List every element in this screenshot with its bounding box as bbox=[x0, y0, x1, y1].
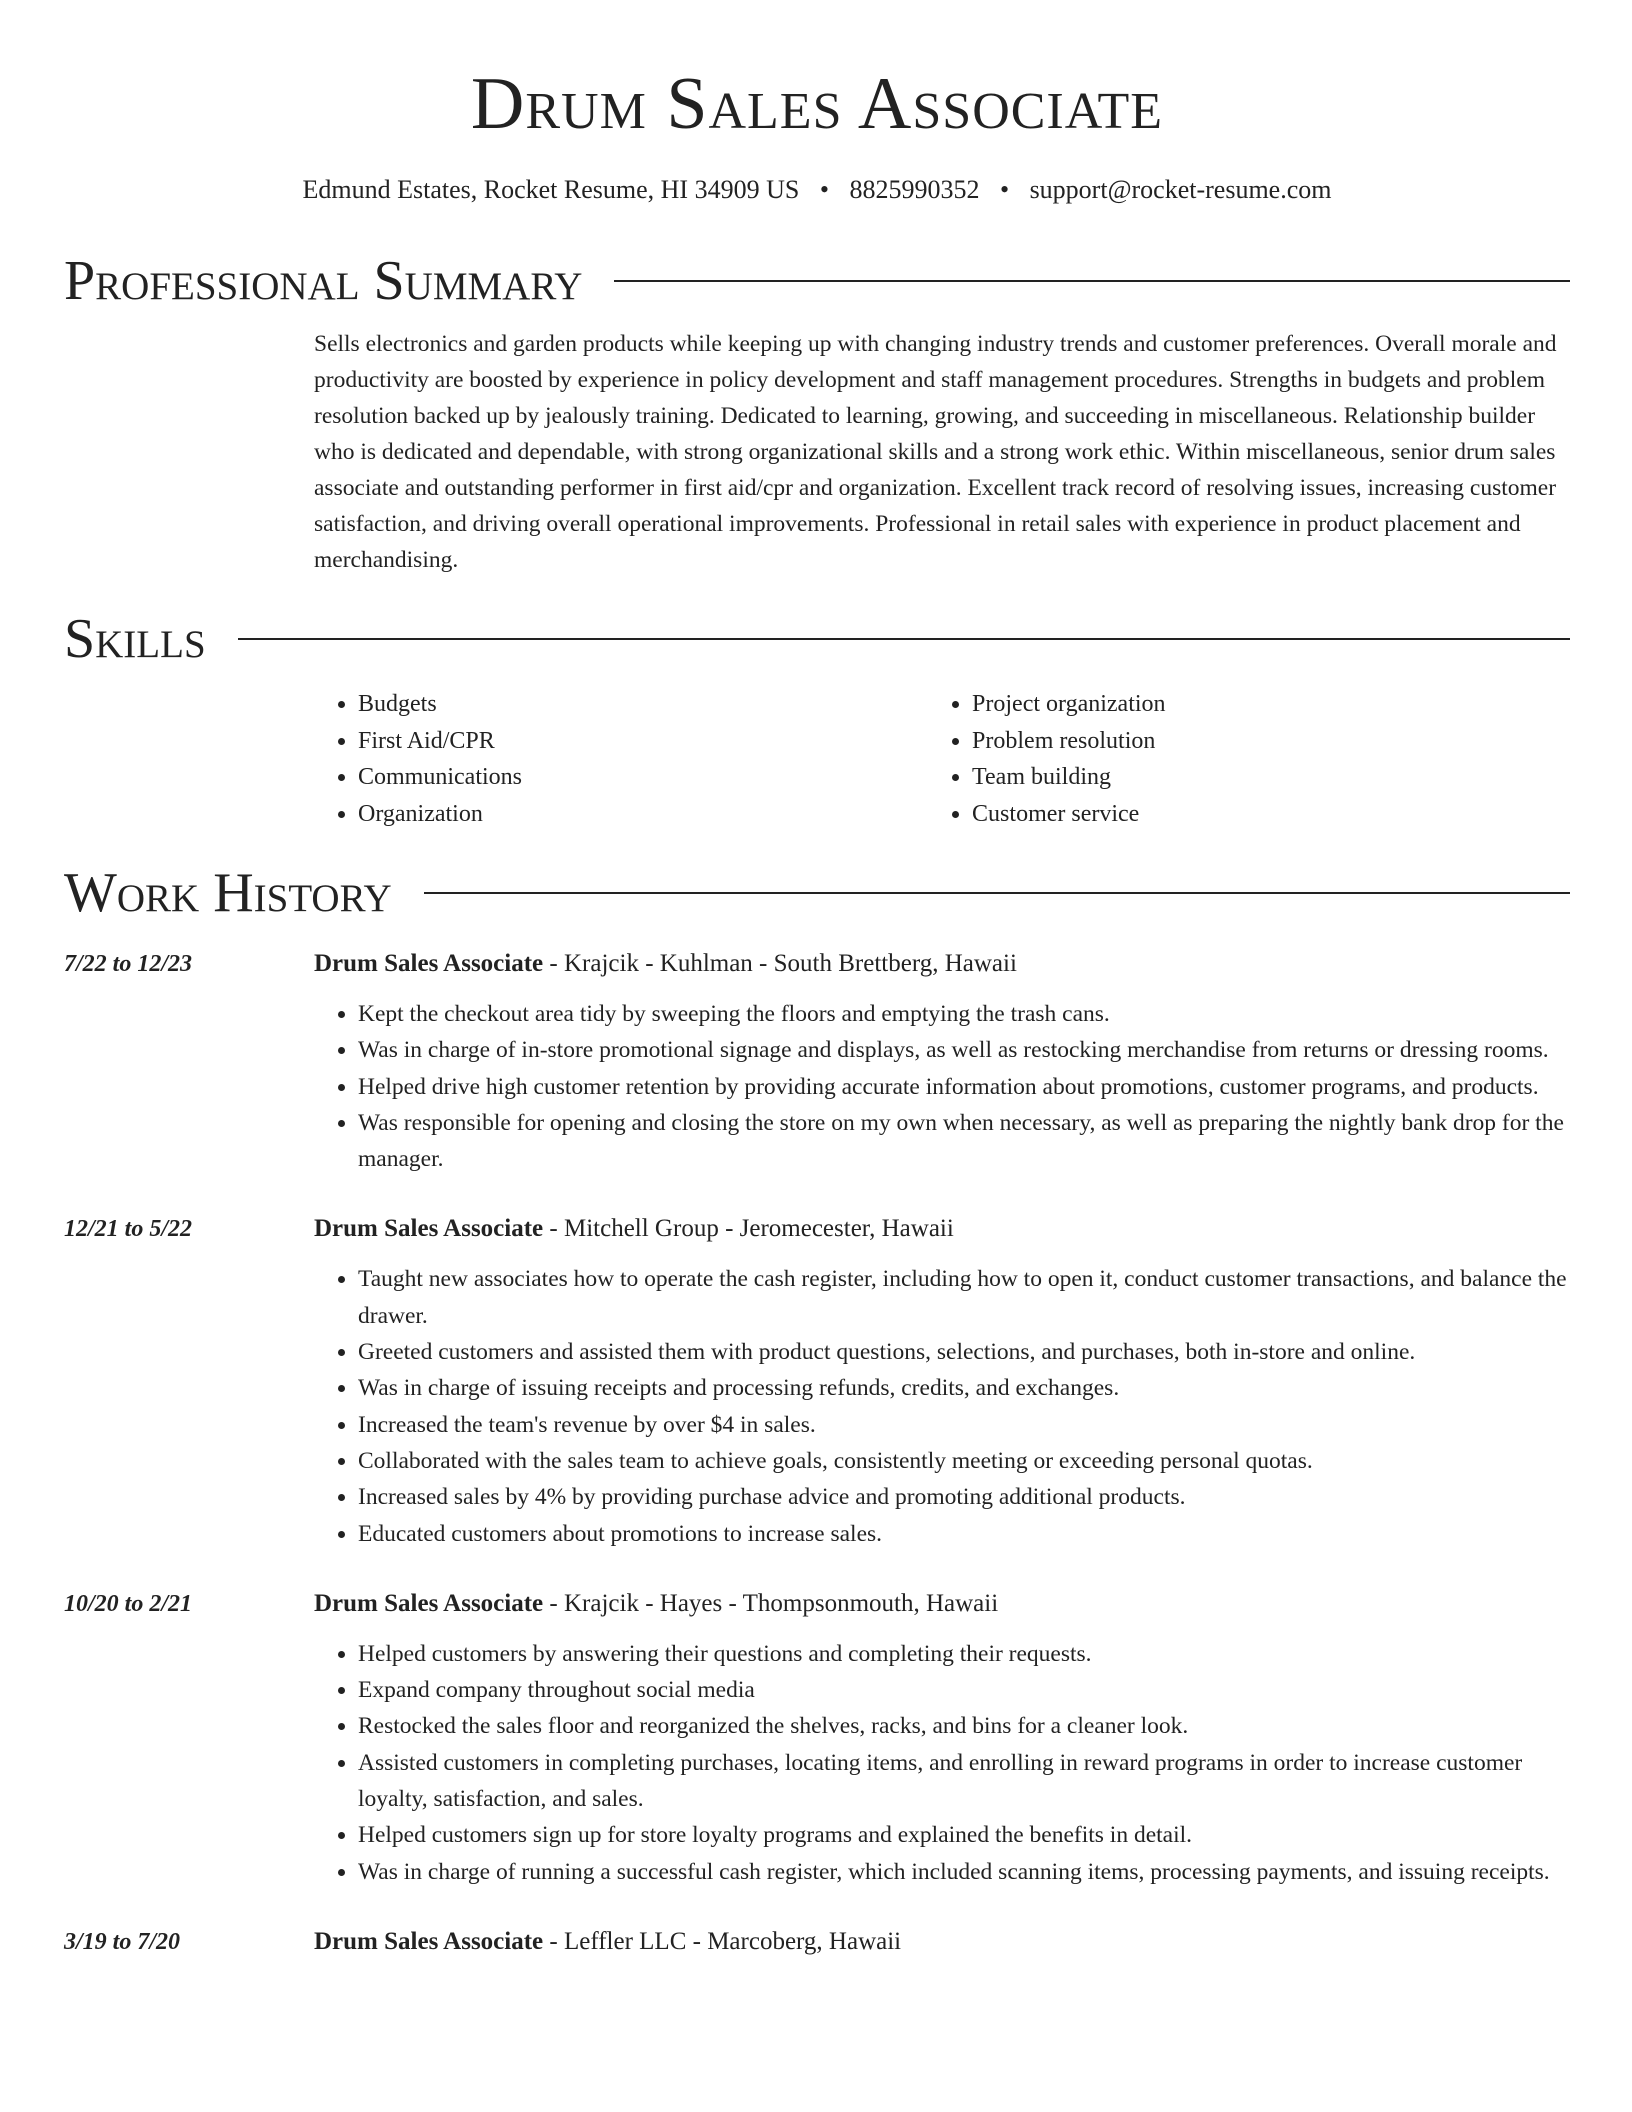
job-bullets bbox=[314, 996, 1570, 1177]
job-title: Drum Sales Associate bbox=[314, 950, 544, 977]
skill-item: • Customer service bbox=[972, 796, 1570, 833]
work-heading: Work History bbox=[64, 862, 392, 924]
skill-item: • Organization bbox=[358, 796, 928, 833]
job-dates: 3/19 to 7/20 bbox=[64, 1928, 181, 1955]
skill-item: • First Aid/CPR bbox=[358, 723, 928, 760]
skill-item: • Budgets bbox=[358, 686, 928, 723]
job-company: - Krajcik - Kuhlman - South Brettberg, Hawaii bbox=[543, 950, 1017, 977]
job-bullet: • Was in charge of in-store promotional signage and displays, as well as restocking merchandise from returns or dressing rooms. bbox=[358, 1032, 1570, 1068]
job-bullet: • Kept the checkout area tidy by sweeping the floors and emptying the trash cans. bbox=[358, 996, 1570, 1032]
job-bullet: • Assisted customers in completing purchases, locating items, and enrolling in reward programs in order to increase customer loyalty, satisfaction, and sales. bbox=[358, 1745, 1570, 1818]
job-title: Drum Sales Associate bbox=[314, 1927, 544, 1955]
job-bullet: • Restocked the sales floor and reorganized the shelves, racks, and bins for a cleaner look. bbox=[358, 1708, 1570, 1744]
job-company: - Leffler LLC - Marcoberg, Hawaii bbox=[543, 1927, 902, 1955]
job-title-line bbox=[314, 1211, 1570, 1247]
section-divider bbox=[424, 892, 1570, 894]
job-title-line bbox=[314, 1586, 1570, 1622]
job-title: Drum Sales Associate bbox=[314, 1215, 544, 1243]
job-title-line bbox=[314, 946, 1570, 982]
resume-name: Drum Sales Associate bbox=[470, 63, 1164, 145]
job-company: - Krajcik - Hayes - Thompsonmouth, Hawaii bbox=[543, 1589, 999, 1617]
job-title: Drum Sales Associate bbox=[314, 1589, 544, 1617]
skills-list bbox=[314, 686, 1570, 832]
job-bullet: • Was in charge of issuing receipts and processing refunds, credits, and exchanges. bbox=[358, 1370, 1570, 1406]
job-dates: 12/21 to 5/22 bbox=[64, 1216, 193, 1243]
job-title-line bbox=[314, 1924, 1570, 1960]
job-bullet: • Greeted customers and assisted them with product questions, selections, and purchases, both in-store and online. bbox=[358, 1334, 1570, 1370]
skill-item: • Communications bbox=[358, 759, 928, 796]
job-bullet: • Increased the team's revenue by over $4 in sales. bbox=[358, 1407, 1570, 1443]
job-bullet: • Helped customers sign up for store loyalty programs and explained the benefits in detail. bbox=[358, 1817, 1570, 1853]
skills-heading: Skills bbox=[64, 608, 206, 670]
job-bullets bbox=[314, 1261, 1570, 1551]
skill-item: • Team building bbox=[972, 759, 1570, 796]
contact-separator: • bbox=[999, 175, 1010, 204]
job-bullet: • Expand company throughout social media bbox=[358, 1672, 1570, 1708]
skills-column-left bbox=[314, 686, 928, 832]
job-bullet: • Collaborated with the sales team to achieve goals, consistently meeting or exceeding personal quotas. bbox=[358, 1443, 1570, 1479]
contact-email: support@rocket-resume.com bbox=[1029, 175, 1332, 204]
resume-page bbox=[64, 0, 1570, 1960]
skill-item: • Project organization bbox=[972, 686, 1570, 723]
job-bullet: • Taught new associates how to operate the cash register, including how to open it, conduct customer transactions, and balance the drawer. bbox=[358, 1261, 1570, 1334]
job-entry bbox=[64, 946, 1570, 1177]
contact-separator: • bbox=[819, 175, 829, 204]
job-entry bbox=[64, 1924, 1570, 1960]
section-divider bbox=[238, 638, 1570, 640]
contact-address: Edmund Estates, Rocket Resume, HI 34909 US bbox=[302, 175, 800, 204]
job-entry bbox=[64, 1586, 1570, 1890]
contact-phone: 8825990352 bbox=[849, 175, 980, 204]
job-entry bbox=[64, 1211, 1570, 1551]
job-bullet: • Helped customers by answering their questions and completing their requests. bbox=[358, 1636, 1570, 1672]
skill-item: • Problem resolution bbox=[972, 723, 1570, 760]
skills-section-header bbox=[64, 608, 1570, 670]
contact-line bbox=[64, 172, 1570, 208]
summary-text: Sells electronics and garden products while keeping up with changing industry trends and customer preferences. Overall morale and productivity are boosted by experience in policy development and staff management procedures. Strengths in budgets and problem resolution backed up by jealously training. Dedicated to learning, growing, and succeeding in miscellaneous. Relationship builder who is dedicated and dependable, with strong organizational skills and a strong work ethic. Within miscellaneous, senior drum sales associate and outstanding performer in first aid/cpr and organization. Excellent track record of resolving issues, increasing customer satisfaction, and driving overall operational improvements. Professional in retail sales with experience in product placement and merchandising. bbox=[314, 331, 1557, 573]
work-section-header bbox=[64, 862, 1570, 924]
job-bullet: • Was in charge of running a successful cash register, which included scanning items, processing payments, and issuing receipts. bbox=[358, 1854, 1570, 1890]
job-bullet: • Educated customers about promotions to increase sales. bbox=[358, 1516, 1570, 1552]
job-bullet: • Increased sales by 4% by providing purchase advice and promoting additional products. bbox=[358, 1479, 1570, 1515]
job-company: - Mitchell Group - Jeromecester, Hawaii bbox=[543, 1215, 954, 1243]
job-bullets bbox=[314, 1636, 1570, 1890]
summary-section-header bbox=[64, 250, 1570, 312]
job-dates: 10/20 to 2/21 bbox=[64, 1590, 193, 1617]
job-dates: 7/22 to 12/23 bbox=[64, 951, 193, 977]
section-divider bbox=[614, 280, 1570, 282]
job-bullet: • Was responsible for opening and closing the store on my own when necessary, as well as preparing the nightly bank drop for the manager. bbox=[358, 1105, 1570, 1178]
summary-heading: Professional Summary bbox=[64, 250, 583, 312]
job-bullet: • Helped drive high customer retention by providing accurate information about promotions, customer programs, and products. bbox=[358, 1069, 1570, 1105]
skills-column-right bbox=[928, 686, 1570, 832]
